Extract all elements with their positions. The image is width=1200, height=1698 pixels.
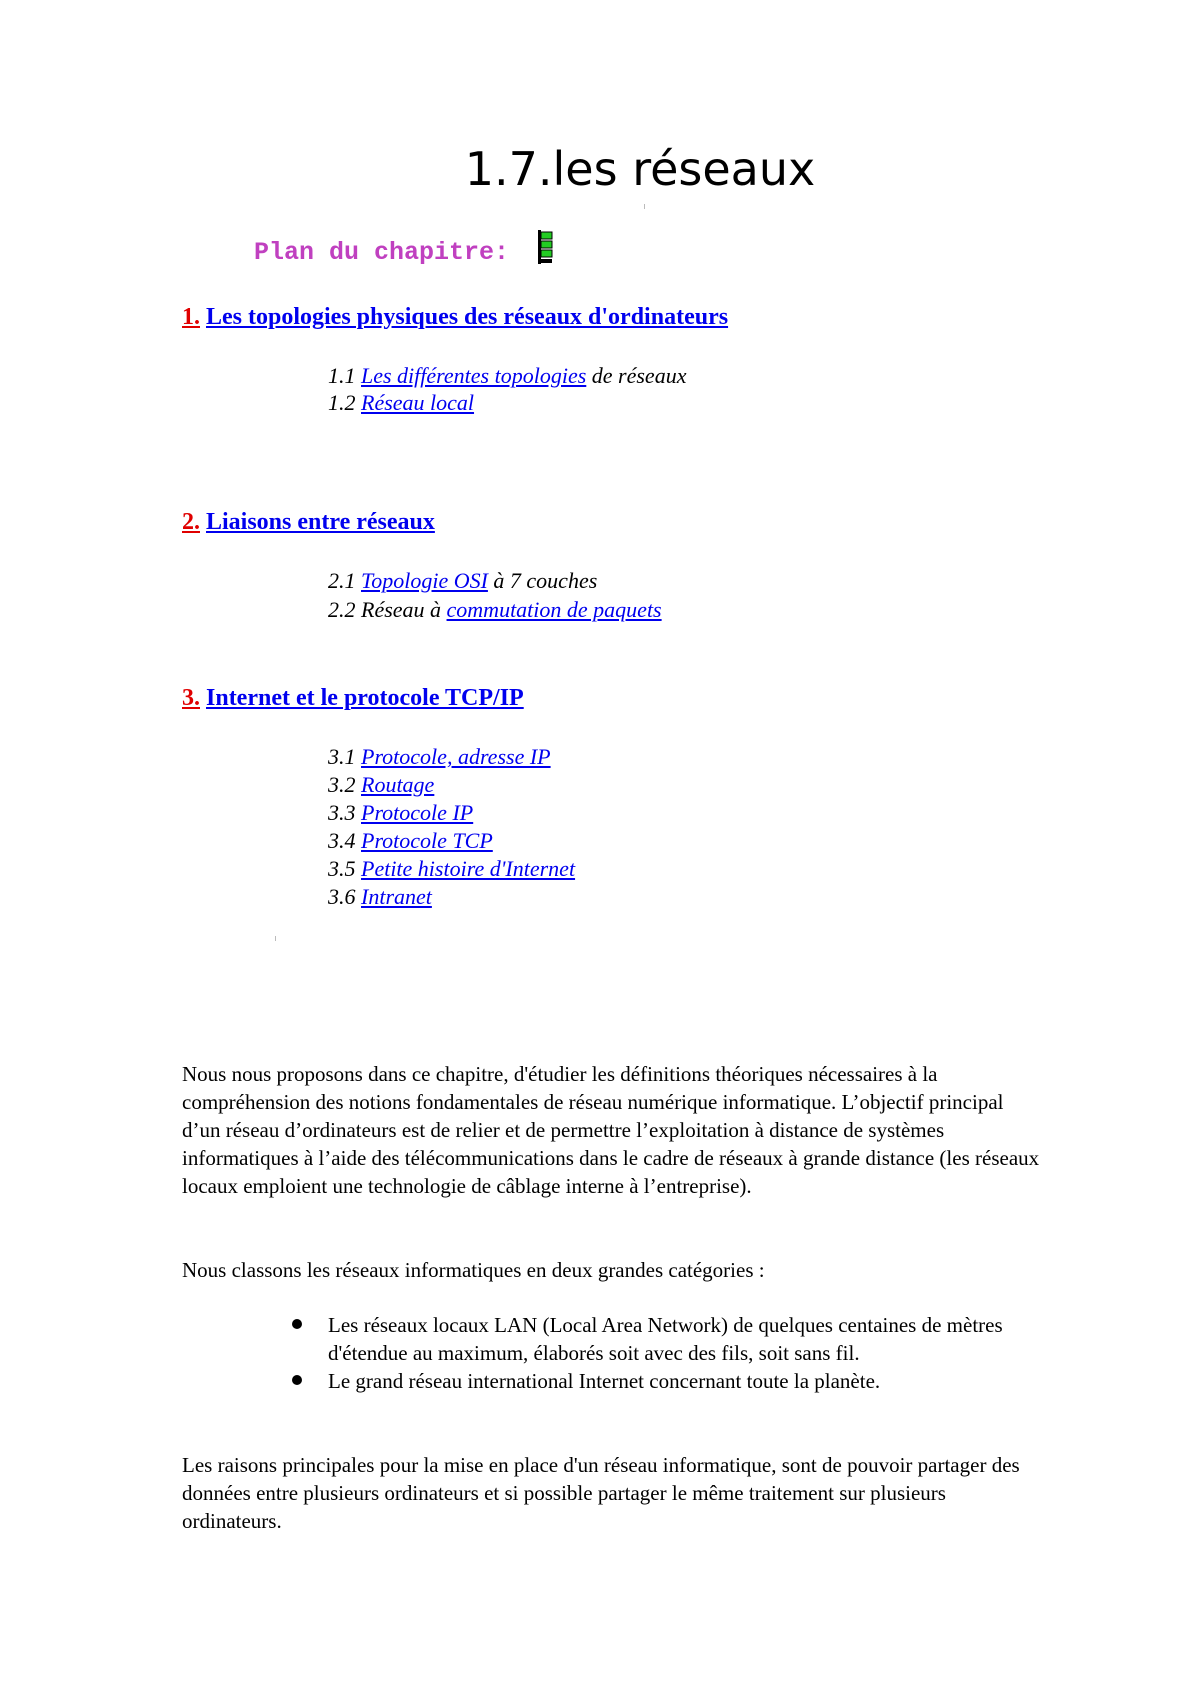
toc-item-number: 3.5 bbox=[328, 856, 356, 881]
bookmark-icon bbox=[535, 230, 555, 264]
intro-paragraph: Nous nous proposons dans ce chapitre, d'étudier les définitions théoriques nécessaires à la compréhension des notions fondamentales de réseau numérique informatique. L’objectif principal d’un réseau d’ordinateurs est de relier et de permettre l’exploitation à distance de systèmes informatiques à l’aide des télécommunications dans le cadre de réseaux à grande distance (les réseaux locaux emploient une technologie de câblage interne à l’entreprise). bbox=[182, 1062, 1040, 1198]
toc-item bbox=[328, 884, 432, 910]
toc-item bbox=[328, 390, 474, 416]
list-item bbox=[290, 1311, 1040, 1367]
toc-item-number: 3.1 bbox=[328, 744, 356, 769]
toc-link[interactable]: Réseau local bbox=[361, 390, 475, 415]
list-item-text: Les réseaux locaux LAN (Local Area Network) de quelques centaines de mètres d'étendue au maximum, élaborés soit avec des fils, soit sans fil. bbox=[328, 1313, 1003, 1365]
toc-link[interactable]: Routage bbox=[361, 772, 435, 797]
section-1-heading[interactable] bbox=[182, 304, 728, 331]
section-number: 3. bbox=[182, 685, 200, 711]
section-2-heading[interactable] bbox=[182, 509, 435, 536]
toc-item-number: 3.6 bbox=[328, 884, 356, 909]
toc-link[interactable]: Petite histoire d'Internet bbox=[361, 856, 576, 881]
toc-item bbox=[328, 772, 434, 798]
toc-link[interactable]: Protocole, adresse IP bbox=[361, 744, 551, 769]
section-link[interactable]: Les topologies physiques des réseaux d'ordinateurs bbox=[206, 304, 729, 330]
page-title: 1.7.les réseaux bbox=[464, 142, 816, 196]
toc-item-text: Réseau à bbox=[361, 597, 442, 622]
section-link[interactable]: Liaisons entre réseaux bbox=[206, 509, 435, 535]
list-item bbox=[290, 1367, 1040, 1395]
toc-link[interactable]: Protocole TCP bbox=[361, 828, 493, 853]
toc-item-number: 3.3 bbox=[328, 800, 356, 825]
toc-item bbox=[328, 568, 597, 594]
reasons-paragraph: Les raisons principales pour la mise en place d'un réseau informatique, sont de pouvoir partager des données entre plusieurs ordinateurs et si possible partager le même traitement sur plusieurs ordinateurs. bbox=[182, 1453, 1020, 1533]
toc-link[interactable]: Protocole IP bbox=[361, 800, 474, 825]
chapter-plan-label: Plan du chapitre: bbox=[254, 238, 510, 267]
list-item-text: Le grand réseau international Internet concernant toute la planète. bbox=[328, 1369, 881, 1393]
bullet-icon bbox=[292, 1375, 302, 1385]
toc-item-number: 1.2 bbox=[328, 390, 356, 415]
section-number: 2. bbox=[182, 509, 200, 535]
section-number: 1. bbox=[182, 304, 200, 330]
toc-link[interactable]: Les différentes topologies bbox=[361, 363, 587, 388]
bullet-icon bbox=[292, 1319, 302, 1329]
toc-item-text: à 7 couches bbox=[493, 568, 598, 593]
section-3-heading[interactable] bbox=[182, 685, 524, 712]
toc-item-number: 2.1 bbox=[328, 568, 356, 593]
toc-item bbox=[328, 363, 686, 389]
toc-item bbox=[328, 856, 575, 882]
stray-mark bbox=[275, 936, 276, 941]
toc-link[interactable]: Topologie OSI bbox=[361, 568, 488, 593]
categories-list bbox=[290, 1311, 1040, 1395]
toc-item-number: 2.2 bbox=[328, 597, 356, 622]
toc-link[interactable]: commutation de paquets bbox=[446, 597, 662, 622]
section-link[interactable]: Internet et le protocole TCP/IP bbox=[206, 685, 524, 711]
toc-item-number: 3.4 bbox=[328, 828, 356, 853]
toc-item-number: 3.2 bbox=[328, 772, 356, 797]
categories-paragraph: Nous classons les réseaux informatiques en deux grandes catégories : bbox=[182, 1258, 765, 1282]
toc-item bbox=[328, 597, 662, 623]
toc-item bbox=[328, 800, 473, 826]
toc-item bbox=[328, 828, 493, 854]
toc-item-number: 1.1 bbox=[328, 363, 356, 388]
toc-item-text: de réseaux bbox=[591, 363, 687, 388]
toc-item bbox=[328, 744, 551, 770]
stray-mark bbox=[644, 204, 645, 209]
toc-link[interactable]: Intranet bbox=[361, 884, 432, 909]
